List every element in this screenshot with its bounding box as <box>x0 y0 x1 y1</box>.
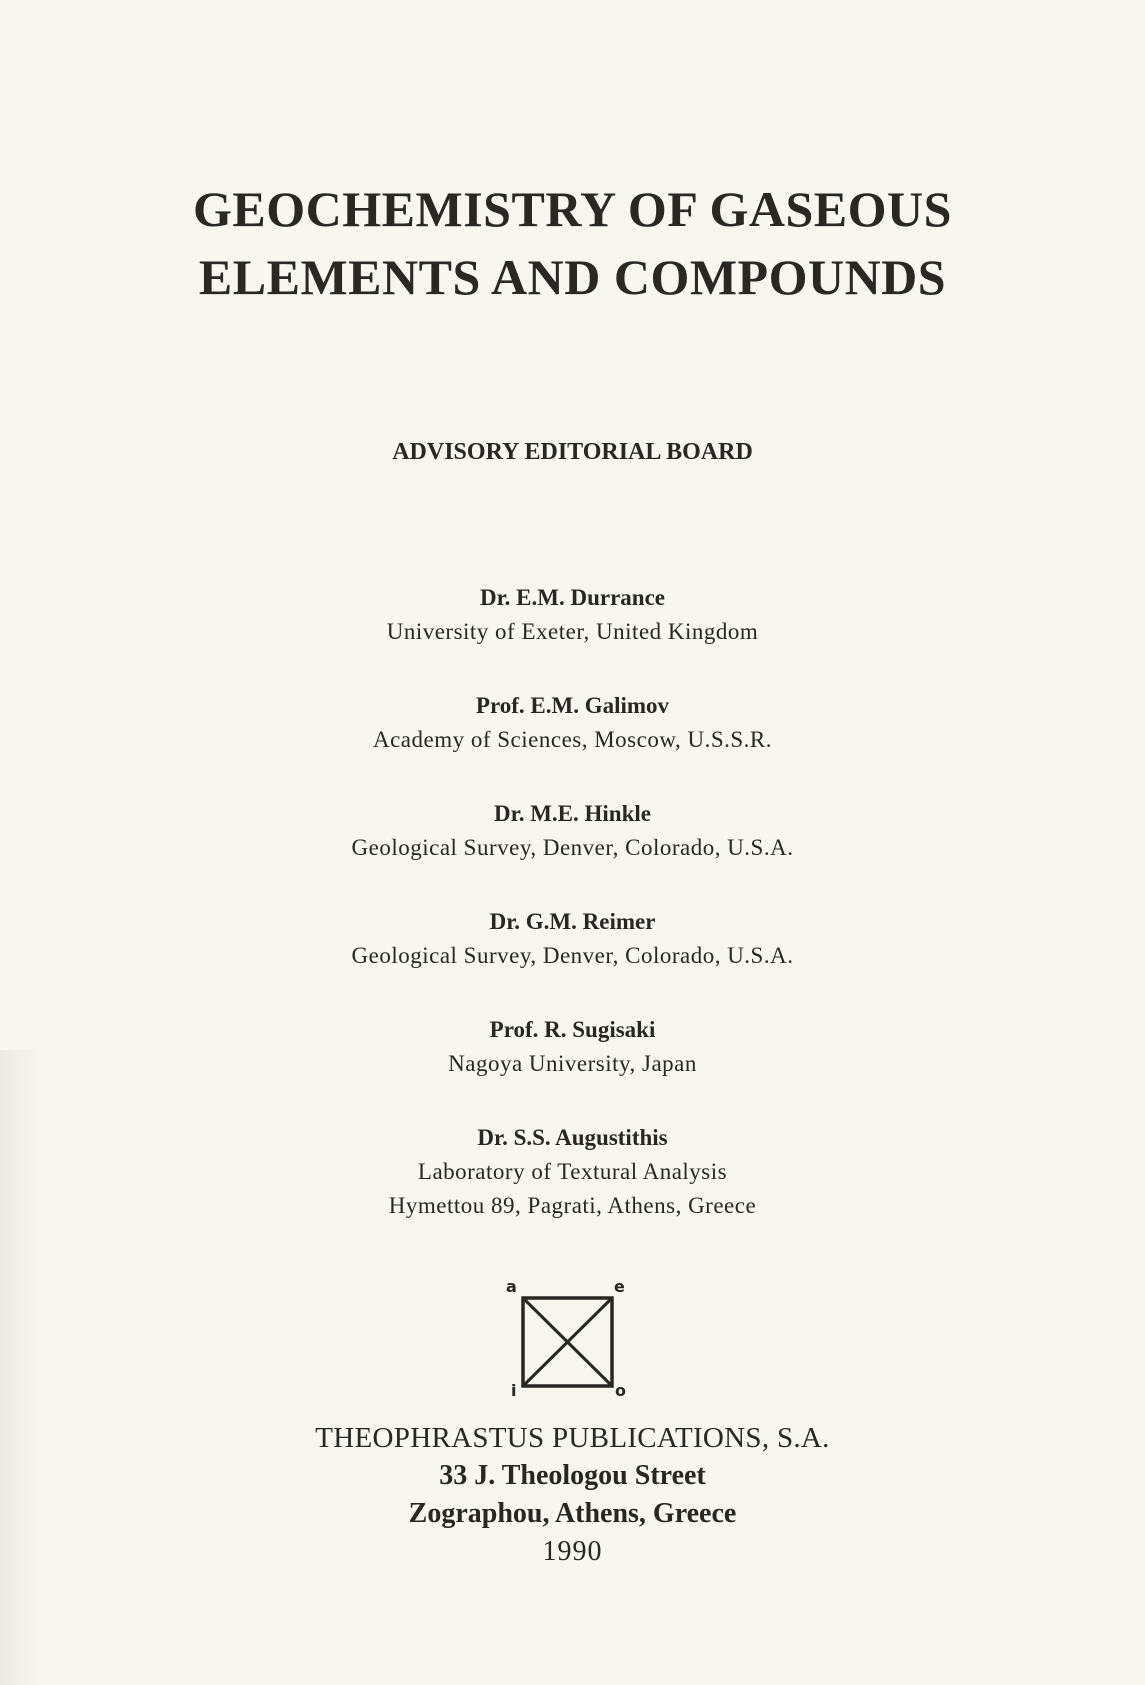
member-address: Hymettou 89, Pagrati, Athens, Greece <box>388 1193 757 1218</box>
logo-letter-i: i <box>511 1381 517 1400</box>
member-name: Dr. S.S. Augustithis <box>477 1125 668 1150</box>
member-name: Prof. R. Sugisaki <box>489 1017 656 1042</box>
book-title-line-1: GEOCHEMISTRY OF GASEOUS <box>193 181 952 237</box>
member-name: Dr. M.E. Hinkle <box>494 801 651 826</box>
board-member <box>0 797 1145 905</box>
publisher-block <box>0 1419 1145 1571</box>
member-affiliation: Laboratory of Textural Analysis <box>417 1159 728 1184</box>
book-title <box>0 175 1145 311</box>
member-name: Dr. E.M. Durrance <box>479 585 666 610</box>
member-name: Dr. G.M. Reimer <box>489 909 656 934</box>
member-affiliation: Academy of Sciences, Moscow, U.S.S.R. <box>372 727 772 752</box>
logo-letter-o: o <box>615 1381 626 1400</box>
logo-crossed-square-icon <box>506 1279 626 1405</box>
advisory-board-list <box>0 581 1145 1229</box>
member-name: Prof. E.M. Galimov <box>475 693 670 718</box>
board-member <box>0 1013 1145 1121</box>
board-member <box>0 1121 1145 1229</box>
publisher-name: THEOPHRASTUS PUBLICATIONS, S.A. <box>315 1422 830 1454</box>
logo-letter-a: a <box>506 1277 517 1296</box>
member-affiliation: University of Exeter, United Kingdom <box>386 619 759 644</box>
member-affiliation: Nagoya University, Japan <box>448 1051 697 1076</box>
publisher-logo <box>506 1279 626 1405</box>
book-title-line-2: ELEMENTS AND COMPOUNDS <box>198 249 947 305</box>
publication-year: 1990 <box>542 1536 603 1567</box>
board-member <box>0 905 1145 1013</box>
advisory-board-heading: ADVISORY EDITORIAL BOARD <box>392 439 753 465</box>
member-affiliation: Geological Survey, Denver, Colorado, U.S.A. <box>351 835 794 860</box>
publisher-city: Zographou, Athens, Greece <box>408 1498 737 1529</box>
logo-letter-e: e <box>614 1277 625 1296</box>
publisher-street: 33 J. Theologou Street <box>439 1460 706 1491</box>
board-member <box>0 581 1145 689</box>
board-member <box>0 689 1145 797</box>
member-affiliation: Geological Survey, Denver, Colorado, U.S.A. <box>351 943 794 968</box>
